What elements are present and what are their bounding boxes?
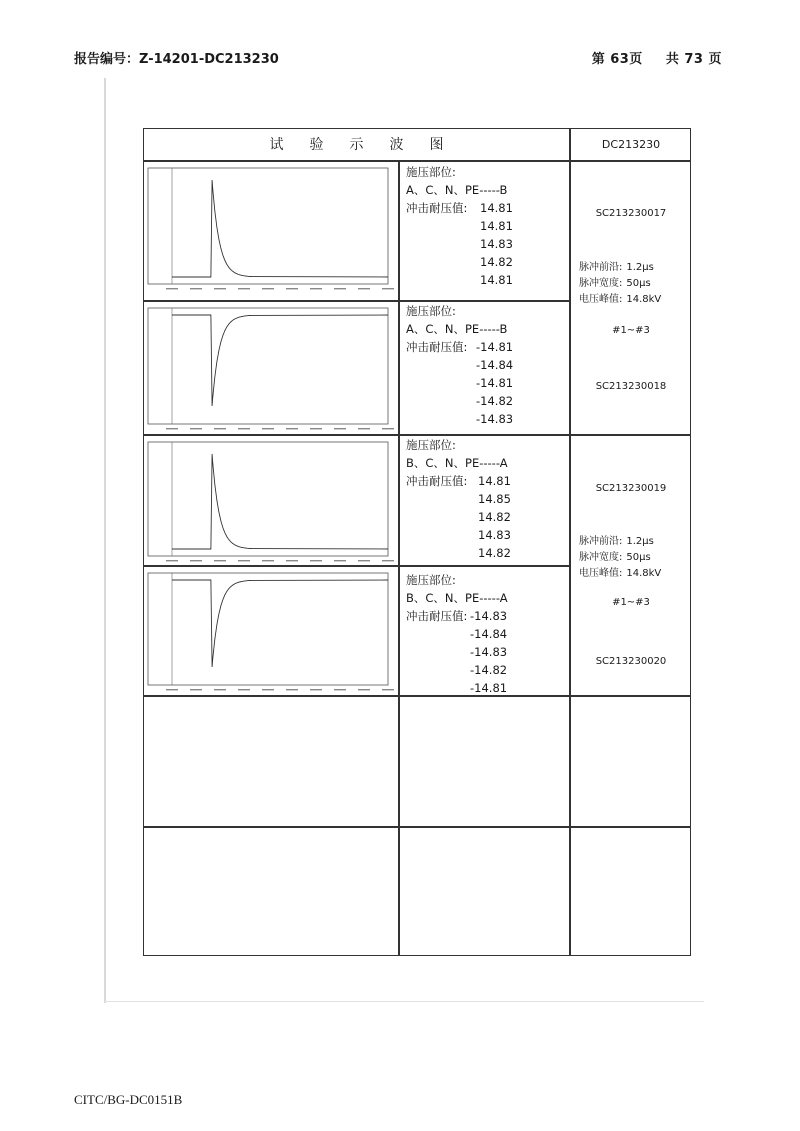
- withstand-label: 冲击耐压值:: [406, 474, 468, 488]
- withstand-value: 14.83: [480, 237, 513, 251]
- withstand-value: 14.83: [478, 528, 511, 542]
- tick-label: [262, 689, 274, 690]
- tick-label: [286, 288, 298, 289]
- tick-label: [262, 560, 274, 561]
- tick-label: [382, 428, 394, 429]
- front-label: 脉冲前沿:: [579, 536, 623, 547]
- tick-label: [238, 288, 250, 289]
- withstand-value: 14.82: [478, 510, 511, 524]
- tick-label: [238, 689, 250, 690]
- tick-label: [190, 428, 202, 429]
- withstand-value: -14.82: [470, 663, 508, 677]
- location-value: A、C、N、PE-----B: [406, 322, 508, 336]
- scope-frame: [148, 168, 388, 284]
- tick-label: [190, 689, 202, 690]
- location-value: A、C、N、PE-----B: [406, 183, 508, 197]
- scope-frame: [148, 573, 388, 685]
- sample-range: #1~#3: [612, 597, 650, 608]
- withstand-value: -14.81: [476, 340, 514, 354]
- peak-label: 电压峰值:: [579, 568, 623, 579]
- group-1-details: [571, 162, 691, 434]
- withstand-values: [478, 472, 511, 562]
- row-divider: [144, 826, 690, 828]
- withstand-values: [480, 199, 513, 289]
- tick-label: [310, 288, 322, 289]
- scan-edge-shadow: [104, 78, 106, 1003]
- sample-range: #1~#3: [612, 325, 650, 336]
- waveform-4-plot: [146, 569, 394, 697]
- waveform-3-plot: [146, 438, 394, 568]
- front-label: 脉冲前沿:: [579, 262, 623, 273]
- document-code: CITC/BG-DC0151B: [74, 1092, 183, 1107]
- location-value: B、C、N、PE-----A: [406, 456, 508, 470]
- withstand-label: 冲击耐压值:: [406, 201, 468, 215]
- tick-label: [382, 689, 394, 690]
- table-title: 试验示波图: [269, 137, 470, 153]
- tick-label: [214, 560, 226, 561]
- withstand-value: -14.83: [470, 645, 508, 659]
- withstand-value: 14.81: [480, 273, 513, 287]
- tick-label: [286, 428, 298, 429]
- withstand-value: 14.82: [480, 255, 513, 269]
- tick-label: [214, 428, 226, 429]
- peak-label: 电压峰值:: [579, 294, 623, 305]
- pulse-params: [579, 534, 661, 582]
- withstand-value: -14.81: [470, 681, 508, 695]
- test-info-3: [406, 436, 511, 560]
- tick-label: [334, 288, 346, 289]
- tick-label: [358, 689, 370, 690]
- tick-label: [190, 560, 202, 561]
- tick-label: [214, 689, 226, 690]
- tick-label: [334, 428, 346, 429]
- scan-bottom-shadow: [104, 1001, 704, 1002]
- withstand-value: 14.81: [480, 201, 513, 215]
- sc-number: SC213230019: [595, 483, 667, 494]
- group-2-details: [571, 436, 691, 695]
- tick-label: [286, 560, 298, 561]
- scope-frame: [148, 442, 388, 556]
- impulse-trace: [172, 315, 388, 406]
- waveform-2: [144, 302, 398, 434]
- tick-label: [358, 288, 370, 289]
- peak-value: 14.8kV: [626, 294, 662, 305]
- location-label: 施压部位:: [406, 304, 456, 318]
- withstand-value: -14.84: [476, 358, 514, 372]
- impulse-trace: [172, 180, 388, 277]
- withstand-values: [476, 338, 513, 428]
- tick-label: [334, 689, 346, 690]
- page-total: 共 73 页: [665, 52, 722, 67]
- tick-label: [358, 428, 370, 429]
- impulse-trace: [172, 454, 388, 549]
- test-info-4: [406, 571, 508, 695]
- waveform-1: [144, 162, 398, 294]
- withstand-value: -14.82: [476, 394, 514, 408]
- location-label: 施压部位:: [406, 165, 456, 179]
- tick-label: [358, 560, 370, 561]
- withstand-value: 14.82: [478, 546, 511, 560]
- peak-value: 14.8kV: [626, 568, 662, 579]
- location-value: B、C、N、PE-----A: [406, 591, 508, 605]
- tick-label: [382, 560, 394, 561]
- impulse-trace: [172, 580, 388, 667]
- width-label: 脉冲宽度:: [579, 278, 623, 289]
- sc-number: SC213230020: [595, 656, 667, 667]
- withstand-value: 14.81: [478, 474, 511, 488]
- waveform-3: [144, 436, 398, 568]
- tick-label: [334, 560, 346, 561]
- page-indicator: [574, 48, 722, 67]
- front-value: 1.2μs: [626, 262, 654, 273]
- tick-label: [286, 689, 298, 690]
- withstand-values: [470, 607, 507, 697]
- table-report-id: DC213230: [601, 138, 661, 151]
- withstand-value: 14.85: [478, 492, 511, 506]
- withstand-label: 冲击耐压值:: [406, 340, 468, 354]
- withstand-value: -14.83: [470, 609, 508, 623]
- sc-number: SC213230017: [595, 208, 667, 219]
- test-info-2: [406, 302, 514, 426]
- test-info-1: [406, 163, 513, 287]
- tick-label: [310, 689, 322, 690]
- tick-label: [310, 428, 322, 429]
- width-value: 50μs: [626, 278, 651, 289]
- tick-label: [166, 689, 178, 690]
- tick-label: [262, 428, 274, 429]
- width-label: 脉冲宽度:: [579, 552, 623, 563]
- tick-label: [238, 560, 250, 561]
- tick-label: [238, 428, 250, 429]
- oscillogram-table: [143, 128, 691, 956]
- tick-label: [262, 288, 274, 289]
- tick-label: [214, 288, 226, 289]
- sc-number: SC213230018: [595, 381, 667, 392]
- waveform-2-plot: [146, 304, 394, 436]
- tick-label: [166, 428, 178, 429]
- tick-label: [190, 288, 202, 289]
- location-label: 施压部位:: [406, 573, 456, 587]
- withstand-label: 冲击耐压值:: [406, 609, 468, 623]
- waveform-1-plot: [146, 164, 394, 296]
- waveform-4: [144, 567, 398, 699]
- withstand-value: 14.81: [480, 219, 513, 233]
- location-label: 施压部位:: [406, 438, 456, 452]
- width-value: 50μs: [626, 552, 651, 563]
- scope-frame: [148, 308, 388, 424]
- pulse-params: [579, 260, 661, 308]
- withstand-value: -14.83: [476, 412, 514, 426]
- column-divider: [398, 160, 400, 955]
- tick-label: [310, 560, 322, 561]
- tick-label: [166, 560, 178, 561]
- tick-label: [166, 288, 178, 289]
- tick-label: [382, 288, 394, 289]
- page-number: 第 63页: [591, 52, 643, 67]
- front-value: 1.2μs: [626, 536, 654, 547]
- withstand-value: -14.84: [470, 627, 508, 641]
- withstand-value: -14.81: [476, 376, 514, 390]
- report-number: 报告编号：Z-14201-DC213230: [74, 52, 279, 67]
